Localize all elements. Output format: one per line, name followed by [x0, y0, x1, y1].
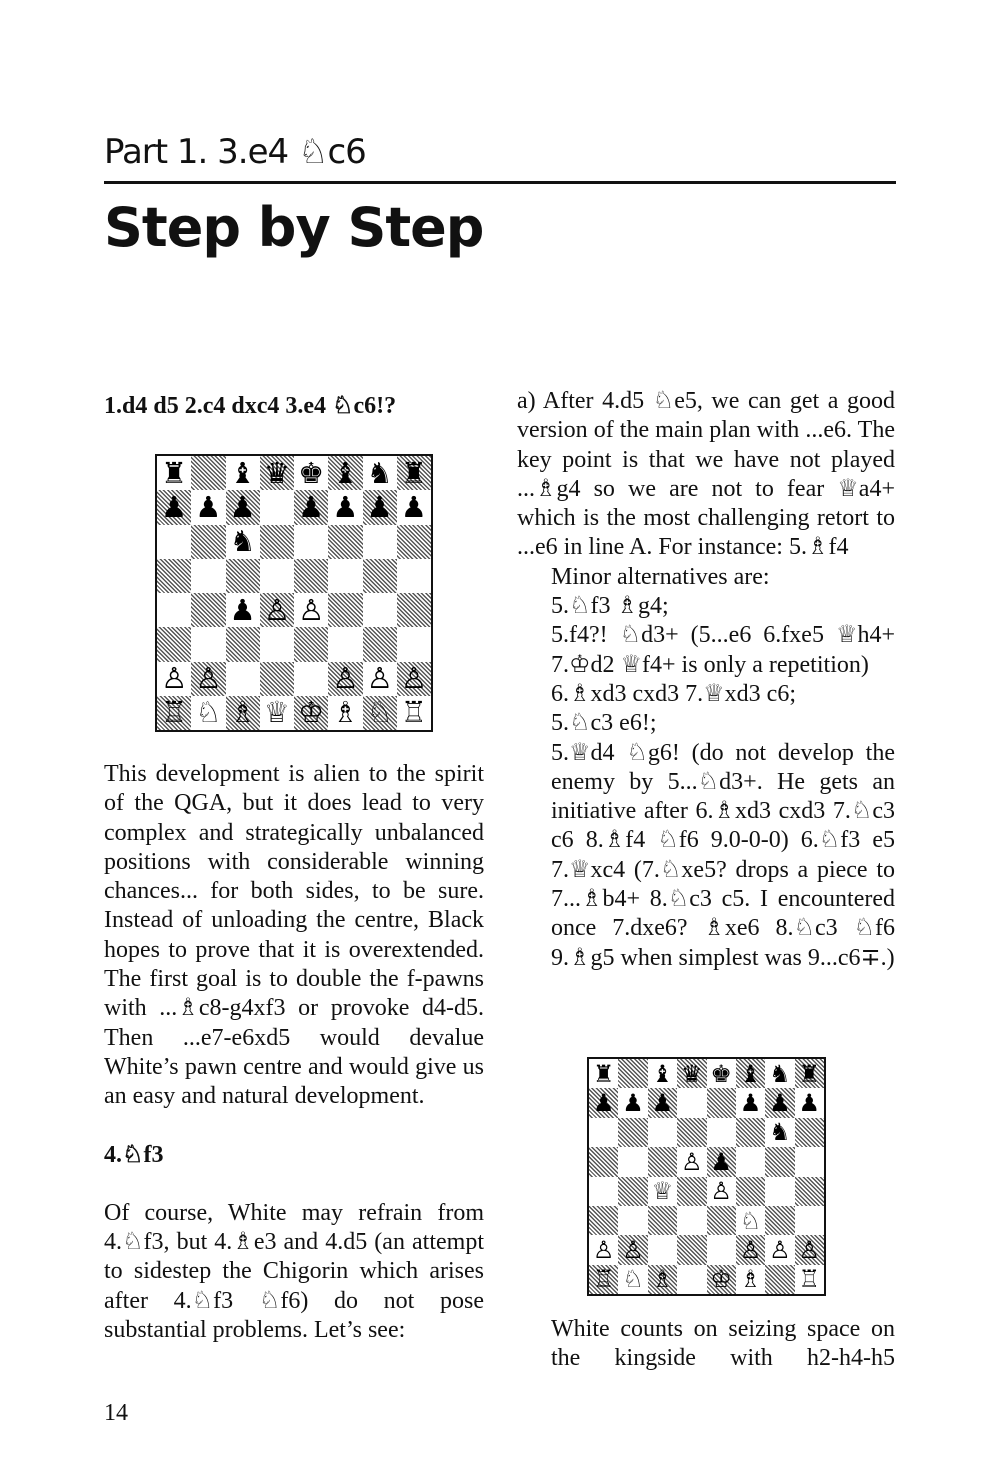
- square-a1: [589, 1265, 618, 1294]
- black-pawn-piece: ♟: [798, 1089, 821, 1118]
- square-g6: [765, 1118, 794, 1147]
- black-pawn-piece: ♟: [195, 490, 222, 524]
- square-b3: [618, 1206, 647, 1235]
- paragraph-line-a: a) After 4.d5 ♘e5, we can get a good version of the main plan with ...e6. The key point is that we have not played ...♗g4 so we are not to fear ♕a4+ which is the most challenging retort to ...e6 in line A. For instance: 5.♗f4: [517, 388, 895, 561]
- square-d7: [260, 490, 294, 524]
- paragraph-alternatives: Of course, White may refrain from 4.♘f3, but 4.♗e3 and 4.d5 (an attempt to sidestep the Chigorin which arises after 4.♘f3 ♘f6) do not pose substantial problems. Let’s see:: [104, 1199, 484, 1344]
- square-b8: [618, 1059, 647, 1088]
- white-bishop-piece: ♗: [651, 1265, 674, 1294]
- square-c5: [226, 559, 260, 593]
- square-a3: [157, 627, 191, 661]
- square-f8: [736, 1059, 765, 1088]
- black-pawn-piece: ♟: [622, 1089, 644, 1118]
- white-king-piece: ♔: [298, 695, 325, 730]
- black-bishop-piece: ♝: [229, 456, 256, 490]
- white-queen-piece: ♕: [651, 1177, 674, 1206]
- square-b5: [618, 1147, 647, 1176]
- black-pawn-piece: ♟: [651, 1089, 674, 1118]
- square-h4: [795, 1177, 824, 1206]
- square-h2: [397, 662, 431, 696]
- square-a4: [589, 1177, 618, 1206]
- square-h5: [397, 559, 431, 593]
- line-5nc3: 5.♘c3 e6!;: [551, 710, 657, 737]
- square-a2: [589, 1235, 618, 1264]
- black-pawn-piece: ♟: [710, 1147, 732, 1176]
- black-bishop-piece: ♝: [332, 456, 359, 490]
- square-g7: [765, 1088, 794, 1117]
- square-a6: [589, 1118, 618, 1147]
- square-c8: [226, 456, 260, 490]
- square-g8: [765, 1059, 794, 1088]
- white-pawn-piece: ♙: [366, 661, 393, 696]
- square-c5: [648, 1147, 677, 1176]
- black-knight-piece: ♞: [769, 1118, 791, 1147]
- square-f4: [736, 1177, 765, 1206]
- square-e6: [707, 1118, 736, 1147]
- square-d3: [677, 1206, 706, 1235]
- move-4nf3: 4.♘f3: [104, 1141, 164, 1168]
- line-5nf3: 5.♘f3 ♗g4;: [551, 593, 669, 620]
- square-f2: [736, 1235, 765, 1264]
- white-knight-piece: ♘: [366, 695, 393, 730]
- square-g5: [765, 1147, 794, 1176]
- square-h7: [397, 490, 431, 524]
- square-e7: [707, 1088, 736, 1117]
- square-h3: [397, 627, 431, 661]
- black-pawn-piece: ♟: [161, 490, 188, 524]
- white-pawn-piece: ♙: [739, 1235, 762, 1264]
- square-f5: [328, 559, 362, 593]
- line-5f4: 5.f4?! ♘d3+ (5...e6 6.fxe5 ♕h4+ 7.♔d2 ♕f4+ is only a repetition): [551, 622, 895, 678]
- opening-move-line: 1.d4 d5 2.c4 dxc4 3.e4 ♘c6!?: [104, 393, 397, 419]
- square-f5: [736, 1147, 765, 1176]
- square-e7: [294, 490, 328, 524]
- square-c8: [648, 1059, 677, 1088]
- square-g2: [363, 662, 397, 696]
- black-pawn-piece: ♟: [400, 490, 427, 524]
- white-pawn-piece: ♙: [195, 661, 222, 696]
- white-pawn-piece: ♙: [161, 661, 188, 696]
- square-c4: [648, 1177, 677, 1206]
- square-e6: [294, 525, 328, 559]
- white-pawn-piece: ♙: [681, 1147, 703, 1176]
- square-g5: [363, 559, 397, 593]
- square-a1: [157, 696, 191, 730]
- square-c3: [226, 627, 260, 661]
- white-bishop-piece: ♗: [229, 695, 256, 730]
- white-rook-piece: ♖: [161, 695, 188, 730]
- square-e2: [707, 1235, 736, 1264]
- square-g6: [363, 525, 397, 559]
- chess-diagram-2: [587, 1057, 826, 1296]
- square-a7: [589, 1088, 618, 1117]
- square-b3: [191, 627, 225, 661]
- square-c1: [226, 696, 260, 730]
- black-pawn-piece: ♟: [739, 1089, 762, 1118]
- square-e8: [294, 456, 328, 490]
- square-d5: [260, 559, 294, 593]
- white-queen-piece: ♕: [263, 695, 290, 730]
- white-rook-piece: ♖: [798, 1265, 821, 1294]
- square-e3: [294, 627, 328, 661]
- square-h6: [397, 525, 431, 559]
- black-rook-piece: ♜: [161, 456, 188, 490]
- square-b1: [191, 696, 225, 730]
- square-h8: [795, 1059, 824, 1088]
- square-c1: [648, 1265, 677, 1294]
- square-h1: [397, 696, 431, 730]
- square-b1: [618, 1265, 647, 1294]
- square-f3: [736, 1206, 765, 1235]
- square-h4: [397, 593, 431, 627]
- square-b8: [191, 456, 225, 490]
- black-queen-piece: ♛: [263, 456, 290, 490]
- square-b4: [191, 593, 225, 627]
- black-king-piece: ♚: [710, 1059, 732, 1088]
- square-d3: [260, 627, 294, 661]
- square-h7: [795, 1088, 824, 1117]
- black-pawn-piece: ♟: [298, 490, 325, 524]
- square-c3: [648, 1206, 677, 1235]
- square-a8: [157, 456, 191, 490]
- white-rook-piece: ♖: [400, 695, 427, 730]
- black-rook-piece: ♜: [798, 1059, 821, 1088]
- black-bishop-piece: ♝: [651, 1059, 674, 1088]
- white-bishop-piece: ♗: [739, 1265, 762, 1294]
- square-c7: [648, 1088, 677, 1117]
- square-d2: [260, 662, 294, 696]
- heading-rule: [104, 181, 896, 184]
- white-knight-piece: ♘: [622, 1265, 644, 1294]
- square-f6: [736, 1118, 765, 1147]
- square-g3: [363, 627, 397, 661]
- square-d4: [677, 1177, 706, 1206]
- black-rook-piece: ♜: [592, 1059, 615, 1088]
- black-pawn-piece: ♟: [592, 1089, 615, 1118]
- black-rook-piece: ♜: [400, 456, 427, 490]
- square-a5: [157, 559, 191, 593]
- square-b5: [191, 559, 225, 593]
- square-f2: [328, 662, 362, 696]
- square-b4: [618, 1177, 647, 1206]
- line-6bxd3: 6.♗xd3 cxd3 7.♕xd3 c6;: [551, 680, 797, 707]
- black-pawn-piece: ♟: [332, 490, 359, 524]
- white-knight-piece: ♘: [739, 1206, 762, 1235]
- square-d6: [260, 525, 294, 559]
- white-king-piece: ♔: [710, 1265, 732, 1294]
- page-number: 14: [104, 1400, 128, 1426]
- square-g4: [765, 1177, 794, 1206]
- black-pawn-piece: ♟: [229, 490, 256, 524]
- square-h2: [795, 1235, 824, 1264]
- square-c2: [648, 1235, 677, 1264]
- square-c2: [226, 662, 260, 696]
- square-c4: [226, 593, 260, 627]
- white-pawn-piece: ♙: [400, 661, 427, 696]
- black-bishop-piece: ♝: [739, 1059, 762, 1088]
- square-f7: [736, 1088, 765, 1117]
- square-b2: [618, 1235, 647, 1264]
- chess-diagram-1: [155, 454, 433, 732]
- square-e5: [294, 559, 328, 593]
- square-a4: [157, 593, 191, 627]
- square-h1: [795, 1265, 824, 1294]
- square-f4: [328, 593, 362, 627]
- square-e5: [707, 1147, 736, 1176]
- square-d5: [677, 1147, 706, 1176]
- square-e1: [294, 696, 328, 730]
- black-pawn-piece: ♟: [366, 490, 393, 524]
- square-f6: [328, 525, 362, 559]
- square-a8: [589, 1059, 618, 1088]
- left-column-text: [104, 760, 484, 1345]
- square-b6: [618, 1118, 647, 1147]
- part-heading: Part 1. 3.e4 ♘c6: [104, 132, 366, 172]
- square-e2: [294, 662, 328, 696]
- paragraph-kingside: White counts on seizing space on the kingside with h2-h4-h5: [551, 1316, 895, 1372]
- black-king-piece: ♚: [298, 456, 325, 490]
- line-minor-alternatives: Minor alternatives are:: [551, 563, 770, 590]
- square-c6: [226, 525, 260, 559]
- square-d6: [677, 1118, 706, 1147]
- white-pawn-piece: ♙: [263, 593, 290, 627]
- chapter-title: Step by Step: [104, 196, 484, 259]
- square-h6: [795, 1118, 824, 1147]
- square-e4: [294, 593, 328, 627]
- square-d8: [677, 1059, 706, 1088]
- black-knight-piece: ♞: [366, 456, 393, 490]
- square-f3: [328, 627, 362, 661]
- white-rook-piece: ♖: [592, 1265, 615, 1294]
- square-h3: [795, 1206, 824, 1235]
- square-d2: [677, 1235, 706, 1264]
- square-g7: [363, 490, 397, 524]
- square-a2: [157, 662, 191, 696]
- white-knight-piece: ♘: [195, 695, 222, 730]
- square-d8: [260, 456, 294, 490]
- square-e1: [707, 1265, 736, 1294]
- square-b7: [618, 1088, 647, 1117]
- white-pawn-piece: ♙: [332, 661, 359, 696]
- left-column: [104, 392, 484, 421]
- square-e8: [707, 1059, 736, 1088]
- square-b7: [191, 490, 225, 524]
- square-b2: [191, 662, 225, 696]
- square-d7: [677, 1088, 706, 1117]
- right-column: [517, 387, 895, 973]
- square-h8: [397, 456, 431, 490]
- white-pawn-piece: ♙: [769, 1235, 791, 1264]
- white-pawn-piece: ♙: [592, 1235, 615, 1264]
- square-g1: [363, 696, 397, 730]
- black-knight-piece: ♞: [769, 1059, 791, 1088]
- square-f7: [328, 490, 362, 524]
- paragraph-development: This development is alien to the spirit of the QGA, but it does lead to very complex and strategically unbalanced positions with considerable winning chances... for both sides, to be sure. Instead of unloading the centre, Black hopes to prove that it is overextended. The first goal is to double the f-pawns with ...♗c8-g4xf3 or provoke d4-d5. Then ...e7-e6xd5 would devalue White’s pawn centre and would give us an easy and natural development.: [104, 761, 484, 1110]
- white-bishop-piece: ♗: [332, 695, 359, 730]
- white-pawn-piece: ♙: [798, 1235, 821, 1264]
- square-d4: [260, 593, 294, 627]
- square-g2: [765, 1235, 794, 1264]
- square-c7: [226, 490, 260, 524]
- square-h5: [795, 1147, 824, 1176]
- square-d1: [260, 696, 294, 730]
- white-pawn-piece: ♙: [622, 1235, 644, 1264]
- square-e4: [707, 1177, 736, 1206]
- square-a3: [589, 1206, 618, 1235]
- square-g1: [765, 1265, 794, 1294]
- right-column-end: [551, 1315, 895, 1374]
- line-5qd4: 5.♕d4 ♘g6! (do not develop the enemy by 5...♘d3+. He gets an initiative after 6.♗xd3 cxd3 7.♘c3 c6 8.♗f4 ♘f6 9.0-0-0) 6.♘f3 e5 7.♕xc4 (7.♘xe5? drops a piece to 7...♗b4+ 8.♘c3 c5. I encountered once 7.dxe6? ♗xe6 8.♘c3 ♘f6 9.♗g5 when simplest was 9...c6∓.): [551, 739, 895, 971]
- square-a5: [589, 1147, 618, 1176]
- square-g8: [363, 456, 397, 490]
- square-b6: [191, 525, 225, 559]
- square-f8: [328, 456, 362, 490]
- black-knight-piece: ♞: [229, 524, 256, 559]
- black-pawn-piece: ♟: [769, 1089, 791, 1118]
- square-c6: [648, 1118, 677, 1147]
- white-pawn-piece: ♙: [710, 1177, 732, 1206]
- black-pawn-piece: ♟: [229, 593, 256, 627]
- square-f1: [736, 1265, 765, 1294]
- square-a6: [157, 525, 191, 559]
- square-a7: [157, 490, 191, 524]
- square-f1: [328, 696, 362, 730]
- square-d1: [677, 1265, 706, 1294]
- square-e3: [707, 1206, 736, 1235]
- square-g3: [765, 1206, 794, 1235]
- black-queen-piece: ♛: [681, 1059, 703, 1088]
- square-g4: [363, 593, 397, 627]
- white-pawn-piece: ♙: [298, 593, 325, 627]
